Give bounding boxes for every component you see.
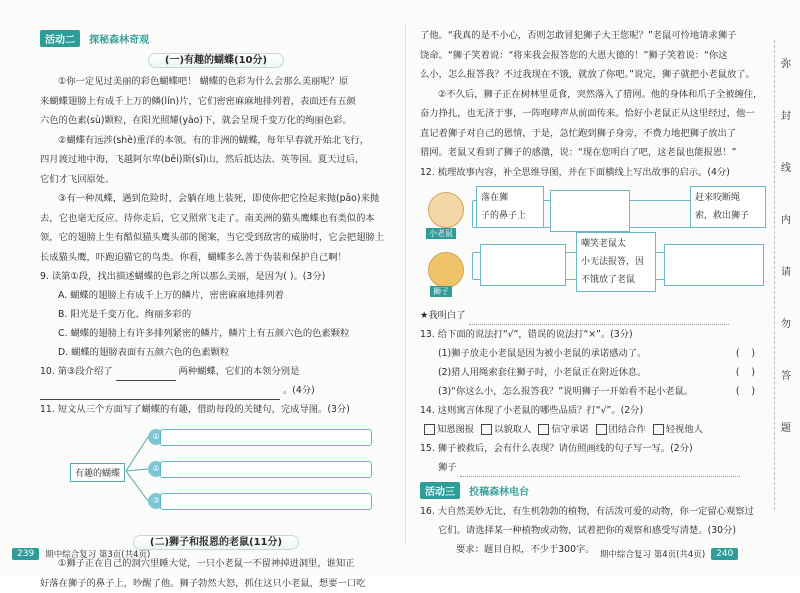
passage-line: ②不久后，狮子正在树林里觅食，突然落入了猎网。他的身体和爪子全被缠住，: [420, 85, 765, 105]
story-answer-box[interactable]: [664, 244, 764, 286]
passage-line: 么小，怎么报答我？不过我现在不饿，就放了你吧。”说完，狮子就把小老鼠放了。: [420, 65, 765, 85]
passage-line: 饶命。“狮子笑着说：“将来我会报答您的大恩大德的！”狮子笑着说：“你这: [420, 46, 765, 66]
map-number: ②: [148, 461, 164, 477]
map-answer-box[interactable]: [160, 493, 372, 510]
center-fold: [405, 24, 406, 544]
question-16-cont: 它们。请选择某一种植物或动物，试着把你的观察和感受写清楚。(30分): [420, 521, 765, 540]
page-number: 239: [12, 548, 39, 560]
answer-parens[interactable]: ( ): [736, 382, 755, 401]
answer-blank[interactable]: [116, 368, 176, 381]
part1-title: (一)有趣的蝴蝶(10分): [40, 51, 392, 66]
passage-line: 好落在狮子的鼻子上，吵醒了他。狮子勃然大怒，抓住这只小老鼠，想要一口吃: [40, 574, 392, 593]
map-answer-box[interactable]: [160, 429, 372, 446]
question-10: 10. 第③段介绍了 两种蝴蝶，它们的本领分别是: [40, 362, 392, 381]
map-answer-box[interactable]: [160, 461, 372, 478]
q15-answer-line: 狮子: [420, 458, 765, 477]
q12-answer-line: ★我明白了: [420, 306, 765, 325]
question-13: 13. 给下面的说法打“√”，错误的说法打“×”。(3分): [420, 325, 765, 344]
binding-margin: [774, 40, 797, 510]
q9-option-c[interactable]: C. 蝴蝶的翅膀上有许多排列紧密的鳞片，鳞片上有五颜六色的色素颗粒: [40, 324, 392, 343]
footer-left: [12, 548, 150, 560]
right-page: [420, 26, 765, 559]
passage-butterfly: [40, 72, 392, 267]
passage-line: ③有一种凤蝶，遇到危险时，会躺在地上装死，即使你把它捡起来抛(pāo)来抛: [40, 189, 392, 209]
binding-char: 线: [775, 164, 797, 174]
mind-map-butterfly: [40, 421, 392, 529]
passage-line: 四月渡过地中海，飞越阿尔卑(bēi)斯(sī)山，然后抵达法、英等国。夏天过后，: [40, 150, 392, 170]
passage-line: 了他。“我真的是不小心，否则怎敢冒犯狮子大王您呢？”老鼠可怜地请求狮子: [420, 26, 765, 46]
story-box-1: 落在狮 子的鼻子上: [476, 186, 544, 228]
passage-line: 奋力挣扎，也无济于事，一阵咆哮声从前面传来。恰好小老鼠正从这里经过，他一: [420, 104, 765, 124]
lion-label: 狮子: [430, 286, 452, 297]
map-connector-lines: [40, 421, 160, 529]
passage-line: 它们才飞回原处。: [40, 170, 392, 190]
section-tag: 活动二: [40, 30, 80, 47]
binding-char: 封: [775, 112, 797, 122]
footer-text: 期中综合复习 第4页(共4页): [600, 548, 705, 560]
passage-line: 长成猫头鹰，吓跑迫猫它的鸟类。你看，蝴蝶多么善于伪装和保护自己啊！: [40, 248, 392, 268]
story-answer-box[interactable]: [550, 190, 630, 232]
binding-char: 内: [775, 216, 797, 226]
part2-title: (二)狮子和报恩的老鼠(11分): [40, 533, 392, 548]
q14-options: 知恩图报 以貌取人 信守承诺 团结合作 轻视他人: [420, 420, 765, 439]
passage-line: 六色的色素(sù)颗粒，在阳光照耀(yào)下，就会呈现千变万化的绚丽色彩。: [40, 111, 392, 131]
passage-line: ①你一定见过美丽的彩色蝴蝶吧！ 蝴蝶的色彩为什么会那么美丽呢？原: [40, 72, 392, 92]
question-16-requirement: 要求：题目自拟，不少于300字。: [420, 540, 765, 559]
q13-item-3: (3)“你这么小，怎么报答我？”说明狮子一开始看不起小老鼠。 ( ): [420, 382, 765, 401]
q9-option-d[interactable]: D. 蝴蝶的翅膀表面有五颜六色的色素颗粒: [40, 343, 392, 362]
question-16: 16. 大自然美妙无比，有生机勃勃的植物，有活泼可爱的动物，你一定留心观察过: [420, 502, 765, 521]
question-9: 9. 读第①段，找出描述蝴蝶的色彩之所以那么美丽，是因为( )。(3分): [40, 267, 392, 286]
map-center-label: 有趣的蝴蝶: [70, 463, 125, 482]
binding-char: 请: [775, 268, 797, 278]
mouse-icon: [428, 192, 464, 228]
checkbox[interactable]: [424, 424, 435, 435]
section-tag: 活动三: [420, 482, 460, 499]
answer-blank[interactable]: [460, 465, 740, 477]
footer-text: 期中综合复习 第3页(共4页): [45, 548, 150, 560]
checkbox[interactable]: [653, 424, 664, 435]
section-title: 探秘森林奇观: [89, 35, 149, 46]
answer-parens[interactable]: ( ): [736, 363, 755, 382]
story-map: [420, 186, 765, 302]
binding-char: 答: [775, 372, 797, 382]
answer-blank[interactable]: [40, 387, 280, 400]
left-page: [40, 28, 392, 593]
checkbox[interactable]: [538, 424, 549, 435]
passage-line: ②蝴蝶有远涉(shè)重洋的本领。有的非洲的蝴蝶，每年早春就开始北飞行，: [40, 131, 392, 151]
story-box-2: 赶来咬断绳 索，救出狮子: [690, 186, 766, 228]
mouse-label: 小老鼠: [426, 228, 456, 239]
passage-line: 直记着狮子对自己的恩情，于是，急忙跑到狮子身旁，不费力地把狮子放出了: [420, 124, 765, 144]
answer-parens[interactable]: ( ): [736, 344, 755, 363]
map-number: ①: [148, 429, 164, 445]
checkbox[interactable]: [481, 424, 492, 435]
binding-char: 题: [775, 424, 797, 434]
story-answer-box[interactable]: [480, 244, 566, 286]
answer-blank[interactable]: [469, 313, 729, 325]
question-12: 12. 梳理故事内容，补全思维导图，并在下面横线上写出故事的启示。(4分): [420, 163, 765, 182]
q9-option-b[interactable]: B. 阳光是千变万化、绚丽多彩的: [40, 305, 392, 324]
passage-line: 去，它也毫无反应。待你走后，它又照常飞走了。南美洲的猫头鹰蝶也有类似的本: [40, 209, 392, 229]
question-14: 14. 这则寓言体现了小老鼠的哪些品质？打“√”。(2分): [420, 401, 765, 420]
passage-line: 领，它的翅膀上生有酷似猫头鹰头部的图案，当它受到敌害的威胁时，它会把翅膀上: [40, 228, 392, 248]
passage-line: ①狮子正在自己的洞穴里睡大觉，一只小老鼠一不留神掉进洞里，谁知正: [40, 554, 392, 574]
q9-option-a[interactable]: A. 蝴蝶的翅膀上有成千上万的鳞片，密密麻麻地排列着: [40, 286, 392, 305]
section-title: 投稿森林电台: [469, 487, 529, 498]
page-number: 240: [711, 548, 738, 560]
q13-item-2: (2)猎人用绳索套住狮子时，小老鼠正在附近休息。 ( ): [420, 363, 765, 382]
q13-item-1: (1)狮子放走小老鼠是因为被小老鼠的承诺感动了。 ( ): [420, 344, 765, 363]
story-box-3: 嘲笑老鼠太 小无法报答，因 不饿放了老鼠: [576, 232, 656, 292]
question-15: 15. 狮子被救后，会有什么表现？请仿照画线的句子写一写。(2分): [420, 439, 765, 458]
section-3-header: [420, 480, 765, 499]
question-10-cont: 。(4分): [40, 381, 392, 400]
footer-right: [600, 548, 738, 560]
passage-line: 猎网。老鼠又看到了狮子的感激，说：“现在您明白了吧，这老鼠也能报恩！”: [420, 143, 765, 163]
binding-char: 勿: [775, 320, 797, 330]
binding-char: 弥: [775, 60, 797, 70]
passage-line: 来蝴蝶翅膀上有成千上万的鳞(lín)片，它们密密麻麻地排列着，表面还有五颜: [40, 92, 392, 112]
question-11: 11. 短文从三个方面写了蝴蝶的有趣，借助每段的关键句，完成导图。(3分): [40, 400, 392, 419]
lion-icon: [428, 252, 464, 288]
checkbox[interactable]: [596, 424, 607, 435]
map-number: ③: [148, 493, 164, 509]
